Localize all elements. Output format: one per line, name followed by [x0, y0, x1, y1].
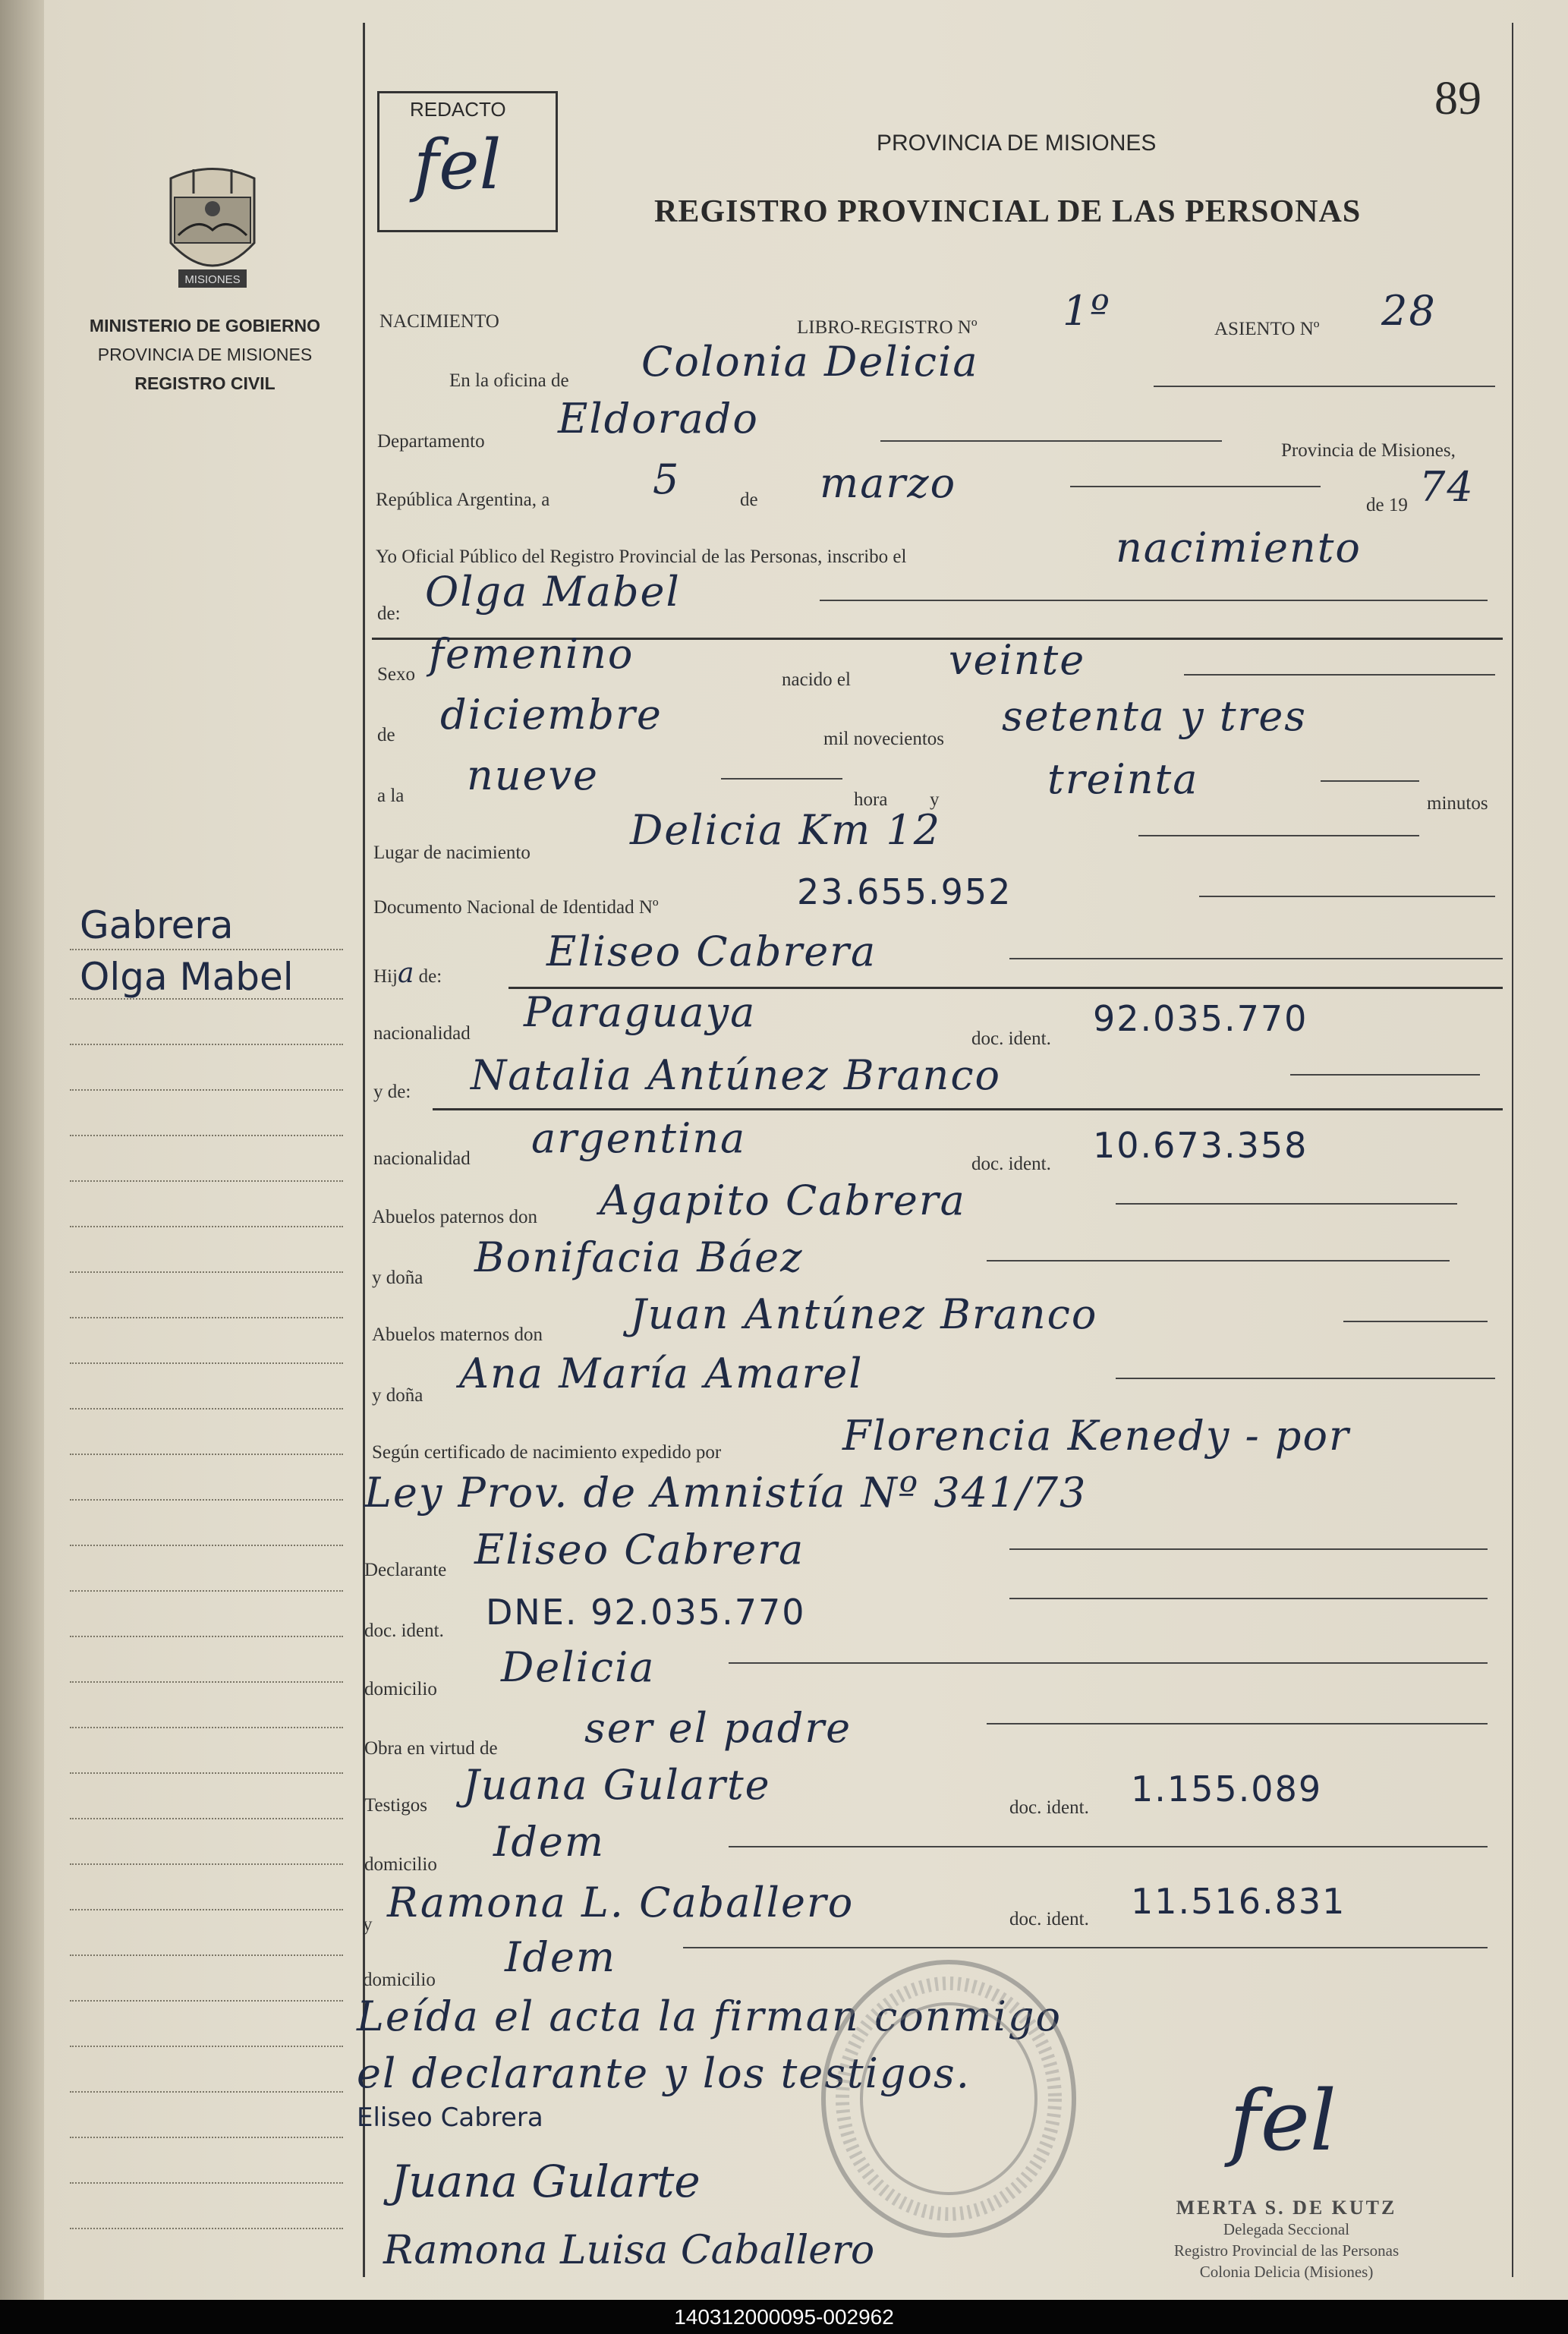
label-doc-madre: doc. ident. [971, 1154, 1051, 1174]
value-mes: marzo [820, 459, 957, 507]
value-dom-testigo2: Idem [505, 1933, 617, 1981]
label-domicilio-t2: domicilio [363, 1970, 436, 1990]
value-padre: Eliseo Cabrera [546, 928, 877, 975]
label-minutos: minutos [1427, 793, 1488, 814]
label-de: de [740, 490, 758, 510]
value-nacido: veinte [949, 636, 1086, 684]
margin-given-name: Olga Mabel [80, 955, 294, 999]
value-nac-madre: argentina [531, 1114, 747, 1162]
value-testigo1: Juana Gularte [463, 1761, 771, 1809]
label-mil: mil novecientos [823, 729, 944, 749]
value-minutos: treinta [1047, 755, 1199, 803]
label-doc-declarante: doc. ident. [364, 1621, 444, 1641]
value-departamento: Eldorado [558, 395, 759, 443]
label-republica: República Argentina, a [376, 490, 550, 510]
label-departamento: Departamento [377, 431, 485, 452]
signature-official: fel [1230, 2072, 1337, 2169]
label-abuelos-maternos: Abuelos maternos don [372, 1324, 543, 1345]
value-nac-padre: Paraguaya [524, 988, 757, 1036]
label-abuelos-paternos: Abuelos paternos don [372, 1207, 538, 1227]
page-number: 89 [1434, 73, 1481, 124]
coat-of-arms-icon [156, 163, 269, 300]
label-y-de: y de: [373, 1082, 411, 1102]
stamp-line1: MERTA S. DE KUTZ [1176, 2197, 1397, 2219]
value-lugar: Delicia Km 12 [630, 806, 942, 854]
value-madre: Natalia Antúnez Branco [471, 1051, 1002, 1099]
ministry-line3: REGISTRO CIVIL [134, 373, 276, 393]
label-y-dona-pat: y doña [372, 1268, 423, 1288]
stamp-line4: Colonia Delicia (Misiones) [1199, 2263, 1374, 2281]
value-libro: 1º [1063, 287, 1111, 335]
label-domicilio-decl: domicilio [364, 1679, 437, 1699]
value-mes-nac: diciembre [440, 691, 663, 739]
value-abuelo-mat: Juan Antúnez Branco [630, 1290, 1098, 1338]
header-province: PROVINCIA DE MISIONES [877, 131, 1157, 156]
margin-surname: Gabrera [80, 903, 234, 947]
label-nacimiento: NACIMIENTO [379, 311, 499, 332]
value-obra: ser el padre [584, 1704, 852, 1752]
value-abuela-pat: Bonifacia Báez [474, 1233, 804, 1281]
value-leida-2: el declarante y los testigos. [357, 2049, 971, 2097]
label-a-la: a la [377, 786, 405, 806]
value-abuelo-pat: Agapito Cabrera [600, 1176, 966, 1224]
value-hora: nueve [467, 751, 599, 799]
label-de-nombre: de: [377, 603, 401, 624]
label-segun: Según certificado de nacimiento expedido por [372, 1442, 722, 1463]
value-certificado2: Ley Prov. de Amnistía Nº 341/73 [364, 1469, 1088, 1517]
label-declarante: Declarante [364, 1560, 447, 1580]
value-certificado: Florencia Kenedy - por [842, 1412, 1350, 1460]
value-nombre: Olga Mabel [425, 568, 681, 616]
value-doc-testigo1: 1.155.089 [1131, 1769, 1323, 1810]
signature-testigo2: Ramona Luisa Caballero [383, 2228, 875, 2273]
value-anio: 74 [1419, 463, 1475, 511]
value-dia: 5 [653, 455, 681, 503]
label-hora: hora [854, 789, 888, 810]
redacto-box [377, 91, 558, 232]
label-asiento: ASIENTO Nº [1214, 319, 1320, 339]
label-doc-padre: doc. ident. [971, 1028, 1051, 1049]
signature-testigo1: Juana Gularte [391, 2156, 701, 2207]
value-doc-testigo2: 11.516.831 [1131, 1881, 1346, 1922]
label-y: y [930, 789, 940, 810]
value-doc-declarante: DNE. 92.035.770 [486, 1592, 806, 1633]
document-id-bar: 140312000095-002962 [0, 2300, 1568, 2334]
signature-declarante: Eliseo Cabrera [357, 2102, 543, 2133]
value-asiento: 28 [1381, 287, 1437, 335]
value-dom-testigo1: Idem [493, 1818, 606, 1866]
label-oficina: En la oficina de [449, 370, 569, 391]
label-y-dona-mat: y doña [372, 1385, 423, 1406]
header-registry: REGISTRO PROVINCIAL DE LAS PERSONAS [654, 194, 1362, 229]
ministry-line2: PROVINCIA DE MISIONES [97, 345, 313, 364]
label-provincia: Provincia de Misiones, [1281, 440, 1456, 461]
value-dni: 23.655.952 [797, 871, 1012, 912]
ministry-line1: MINISTERIO DE GOBIERNO [89, 316, 321, 335]
redacto-initials: fel [414, 125, 502, 205]
redacto-label: REDACTO [410, 98, 506, 121]
label-hij: Hija de: [373, 958, 442, 989]
label-libro: LIBRO-REGISTRO Nº [797, 317, 978, 338]
value-oficina: Colonia Delicia [641, 338, 979, 386]
value-doc-madre: 10.673.358 [1093, 1125, 1308, 1166]
label-testigos: Testigos [364, 1795, 427, 1816]
label-nacionalidad-madre: nacionalidad [373, 1148, 471, 1169]
label-lugar: Lugar de nacimiento [373, 843, 531, 863]
label-de-19: de 19 [1366, 495, 1408, 515]
value-acto: nacimiento [1116, 524, 1362, 572]
value-declarante: Eliseo Cabrera [474, 1526, 805, 1573]
label-sexo: Sexo [377, 664, 415, 685]
value-anio-nac: setenta y tres [1002, 692, 1308, 740]
label-dni: Documento Nacional de Identidad Nº [373, 897, 659, 918]
label-nacionalidad-padre: nacionalidad [373, 1023, 471, 1044]
label-doc-testigo1: doc. ident. [1009, 1797, 1089, 1818]
value-testigo2: Ramona L. Caballero [387, 1879, 855, 1926]
label-domicilio-t1: domicilio [364, 1854, 437, 1875]
value-domicilio-decl: Delicia [501, 1643, 656, 1691]
stamp-line3: Registro Provincial de las Personas [1173, 2241, 1400, 2260]
label-doc-testigo2: doc. ident. [1009, 1909, 1089, 1929]
official-name-stamp [1116, 2197, 1457, 2282]
label-obra: Obra en virtud de [364, 1738, 498, 1759]
value-abuela-mat: Ana María Amarel [459, 1350, 864, 1397]
label-nacido: nacido el [782, 669, 851, 690]
book-binding [0, 0, 44, 2300]
label-de-mes: de [377, 725, 395, 745]
seal-label: MISIONES [184, 273, 241, 286]
value-leida-1: Leída el acta la firman conmigo [357, 1992, 1063, 2040]
value-sexo: femenino [429, 630, 634, 678]
value-doc-padre: 92.035.770 [1093, 998, 1308, 1039]
official-round-stamp [812, 1951, 1085, 2251]
stamp-line2: Delegada Seccional [1223, 2220, 1350, 2238]
label-yo-oficial: Yo Oficial Público del Registro Provincial de las Personas, inscribo el [376, 546, 907, 567]
label-y-testigo2: y [363, 1914, 373, 1935]
right-border [1512, 23, 1513, 2277]
